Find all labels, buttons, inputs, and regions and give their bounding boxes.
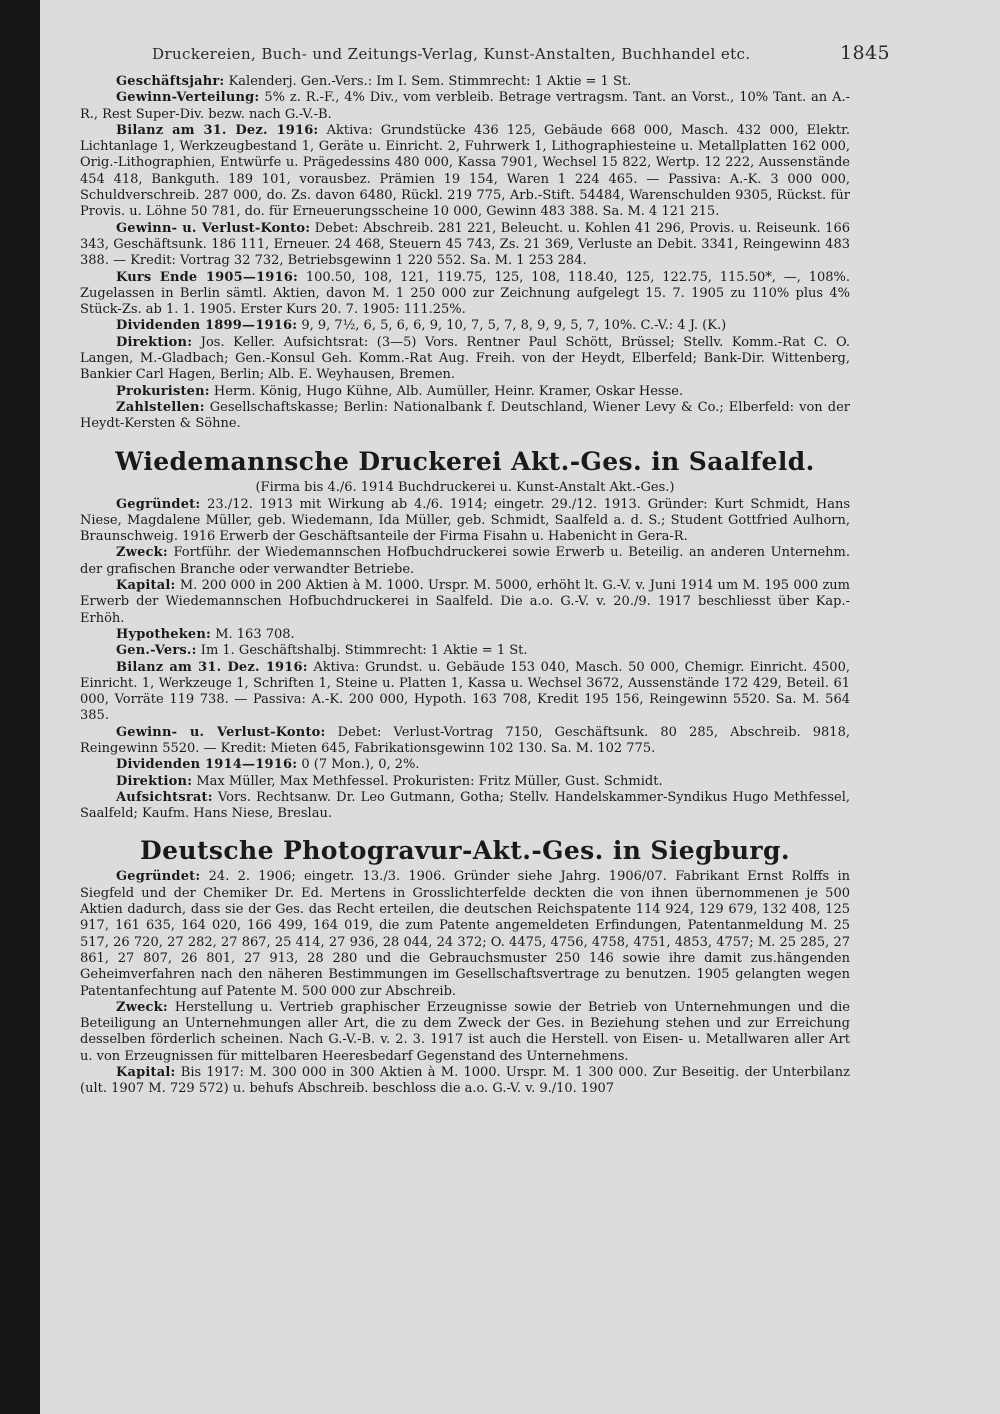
section-company-2 xyxy=(80,447,850,823)
company-title: Wiedemannsche Druckerei Akt.-Ges. in Saalfeld. xyxy=(115,446,815,476)
entry-paragraph: Gegründet: 23./12. 1913 mit Wirkung ab 4./6. 1914; eingetr. 29./12. 1913. Gründer: Kurt Schmidt, Hans Niese, Magdalene Müller, geb. Wiedemann, Ida Müller, geb. Schmidt, Saalfeld a. d. S.; Student Gottfried Aulhorn, Braunschweig. 1916 Erwerb der Geschäftsanteile der Firma Fisahn u. Habenicht in Gera-R. xyxy=(80,496,850,545)
section-company-1 xyxy=(80,74,850,433)
entry-paragraph: Kapital: M. 200 000 in 200 Aktien à M. 1000. Urspr. M. 5000, erhöht lt. G.-V. v. Juni 1914 um M. 195 000 zum Erwerb der Wiedemannschen Hofbuchdruckerei in Saalfeld. Die a.o. G.-V. v. 20./9. 1917 beschliesst über Kap.-Erhöh. xyxy=(80,578,850,626)
entry-paragraph: Gegründet: 24. 2. 1906; eingetr. 13./3. 1906. Gründer siehe Jahrg. 1906/07. Fabrikant Ernst Rolffs in Siegfeld und der Chemiker Dr. Ed. Mertens in Grosslichterfelde deckten die von ihnen übernommenen je 500 Aktien dadurch, dass sie der Ges. das Recht erteilen, die deutschen Reichspatente 114 924, 129 679, 132 408, 125 917, 161 635, 164 020, 166 499, 164 019, die zum Patente angemeldeten Erfindungen, Patentanmeldung M. 25 517, 26 720, 27 282, 27 867, 25 414, 27 936, 28 044, 24 372; O. 4475, 4756, 4758, 4751, 4853, 4757; M. 25 285, 27 861, 27 807, 26 801, 27 913, 28 280 und die Gebrauchsmuster 250 146 sowie ihre damit zus.hängenden Geheimverfahren nach den näheren Bestimmungen im Gesellschaftsvertrage zu benutzen. 1905 gelangten wegen Patentanfechtung auf Patente M. 500 000 zur Abschreib. xyxy=(80,869,850,999)
entry-paragraph: Gewinn- u. Verlust-Konto: Debet: Abschreib. 281 221, Beleucht. u. Kohlen 41 296, Provis. u. Reiseunk. 166 343, Geschäftsunk. 186 111, Erneuer. 24 468, Steuern 45 743, Zs. 21 369, Verluste an Debit. 3341, Reingewinn 483 388. — Kredit: Vortrag 32 732, Betriebsgewinn 1 220 552. Sa. M. 1 253 284. xyxy=(80,220,850,269)
entry-paragraph: Direktion: Max Müller, Max Methfessel. Prokuristen: Fritz Müller, Gust. Schmidt. xyxy=(116,773,663,789)
entry-paragraph: Aufsichtsrat: Vors. Rechtsanw. Dr. Leo Gutmann, Gotha; Stellv. Handelskammer-Syndikus Hugo Methfessel, Saalfeld; Kaufm. Hans Niese, Breslau. xyxy=(80,789,850,822)
document-page xyxy=(40,0,1000,1414)
header-title: Druckereien, Buch- und Zeitungs-Verlag, Kunst-Anstalten, Buchhandel etc. xyxy=(152,45,751,63)
section-company-3 xyxy=(80,836,850,1097)
entry-paragraph: Gen.-Vers.: Im 1. Geschäftshalbj. Stimmrecht: 1 Aktie = 1 St. xyxy=(116,643,528,659)
scan-edge xyxy=(0,0,40,1414)
entry-paragraph: Kurs Ende 1905—1916: 100.50, 108, 121, 119.75, 125, 108, 118.40, 125, 122.75, 115.50*, —, 108%. Zugelassen in Berlin sämtl. Aktien, davon M. 1 250 000 zur Zeichnung aufgelegt 15. 7. 1905 zu 110% plus 4% Stück-Zs. ab 1. 1. 1905. Erster Kurs 20. 7. 1905: 111.25%. xyxy=(80,269,850,318)
entry-paragraph: Dividenden 1914—1916: 0 (7 Mon.), 0, 2%. xyxy=(116,757,420,773)
entry-paragraph: Direktion: Jos. Keller. Aufsichtsrat: (3—5) Vors. Rentner Paul Schött, Brüssel; Stellv. Komm.-Rat C. O. Langen, M.-Gladbach; Gen.-Konsul Geh. Komm.-Rat Aug. Freih. von der Heydt, Elberfeld; Bank-Dir. Wittenberg, Bankier Carl Hagen, Berlin; Alb. E. Weyhausen, Bremen. xyxy=(80,334,850,383)
page-number: 1845 xyxy=(840,42,890,64)
running-header xyxy=(152,42,890,64)
entry-paragraph: Zahlstellen: Gesellschaftskasse; Berlin: Nationalbank f. Deutschland, Wiener Levy & Co.; Elberfeld: von der Heydt-Kersten & Söhne. xyxy=(80,399,850,432)
entry-paragraph: Hypotheken: M. 163 708. xyxy=(116,626,295,642)
entry-paragraph: Zweck: Herstellung u. Vertrieb graphischer Erzeugnisse sowie der Betrieb von Unternehmungen und die Beteiligung an Unternehmungen aller Art, die zu dem Zweck der Ges. in Beziehung stehen und zur Erreichung desselben förderlich scheinen. Nach G.-V.-B. v. 2. 3. 1917 ist auch die Herstell. von Eisen- u. Metallwaren aller Art u. von Erzeugnissen für mittelbaren Heeresbedarf Gegenstand des Unternehmens. xyxy=(80,999,850,1064)
company-title: Deutsche Photogravur-Akt.-Ges. in Siegburg. xyxy=(140,836,790,866)
entry-paragraph: Gewinn-Verteilung: 5% z. R.-F., 4% Div., vom verbleib. Betrage vertragsm. Tant. an Vorst., 10% Tant. an A.-R., Rest Super-Div. bezw. nach G.-V.-B. xyxy=(80,90,850,122)
entry-paragraph: Gewinn- u. Verlust-Konto: Debet: Verlust-Vortrag 7150, Geschäftsunk. 80 285, Abschreib. 9818, Reingewinn 5520. — Kredit: Mieten 645, Fabrikationsgewinn 102 130. Sa. M. 102 775. xyxy=(80,724,850,756)
entry-paragraph: Zweck: Fortführ. der Wiedemannschen Hofbuchdruckerei sowie Erwerb u. Beteilig. an anderen Unternehm. der grafischen Branche oder verwandter Betriebe. xyxy=(80,545,850,577)
entry-paragraph: Dividenden 1899—1916: 9, 9, 7½, 6, 5, 6, 6, 9, 10, 7, 5, 7, 8, 9, 9, 5, 7, 10%. C.-V.: 4 J. (K.) xyxy=(116,318,727,334)
company-subtitle: (Firma bis 4./6. 1914 Buchdruckerei u. Kunst-Anstalt Akt.-Ges.) xyxy=(255,479,675,495)
entry-paragraph: Prokuristen: Herm. König, Hugo Kühne, Alb. Aumüller, Heinr. Kramer, Oskar Hesse. xyxy=(116,383,684,399)
entry-paragraph: Bilanz am 31. Dez. 1916: Aktiva: Grundst. u. Gebäude 153 040, Masch. 50 000, Chemigr. Einricht. 4500, Einricht. 1, Werkzeuge 1, Schriften 1, Steine u. Platten 1, Kassa u. Wechsel 3672, Aussenstände 172 429, Beteil. 61 000, Vorräte 119 738. — Passiva: A.-K. 200 000, Hypoth. 163 708, Kredit 195 156, Reingewinn 5520. Sa. M. 564 385. xyxy=(80,659,850,724)
entry-paragraph: Kapital: Bis 1917: M. 300 000 in 300 Aktien à M. 1000. Urspr. M. 1 300 000. Zur Beseitig. der Unterbilanz (ult. 1907 M. 729 572) u. behufs Abschreib. beschloss die a.o. G.-V. v. 9./10. 1907 xyxy=(80,1065,850,1097)
entry-paragraph: Bilanz am 31. Dez. 1916: Aktiva: Grundstücke 436 125, Gebäude 668 000, Masch. 432 000, Elektr. Lichtanlage 1, Werkzeugbestand 1, Geräte u. Einricht. 2, Fuhrwerk 1, Lithographiesteine u. Metallplatten 162 000, Orig.-Lithographien, Entwürfe u. Prägedessins 480 000, Kassa 7901, Wechsel 15 822, Wertp. 12 222, Aussenstände 454 418, Bankguth. 189 101, vorausbez. Prämien 19 154, Waren 1 224 465. — Passiva: A.-K. 3 000 000, Schuldverschreib. 287 000, do. Zs. davon 6480, Rückl. 219 775, Arb.-Stift. 54484, Warenschulden 9305, Rückst. für Provis. u. Löhne 50 781, do. für Erneuerungsscheine 10 000, Gewinn 483 388. Sa. M. 4 121 215. xyxy=(80,122,850,220)
entry-paragraph: Geschäftsjahr: Kalenderj. Gen.-Vers.: Im I. Sem. Stimmrecht: 1 Aktie = 1 St. xyxy=(116,74,632,89)
